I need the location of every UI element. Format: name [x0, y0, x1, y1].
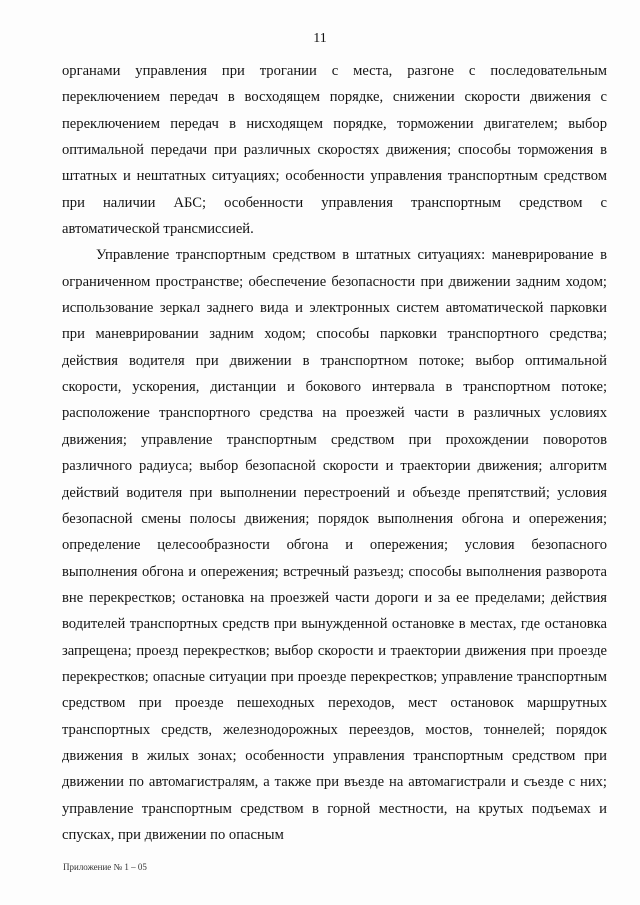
paragraph-driving-situations: Управление транспортным средством в штатных ситуациях: маневрирование в ограниченном пространстве; обеспечение безопасности при движении задним ходом; использование зеркал заднего вида и электронных систем автоматической парковки при маневрировании задним ходом; способы парковки транспортного средства; действия водителя при движении в транспортном потоке; выбор оптимальной скорости, ускорения, дистанции и бокового интервала в транспортном потоке; расположение транспортного средства на проезжей части в различных условиях движения; управление транспортным средством при прохождении поворотов различного радиуса; выбор безопасной скорости и траектории движения; алгоритм действий водителя при выполнении перестроений и объезде препятствий; условия безопасной смены полосы движения; порядок выполнения обгона и опережения; определение целесообразности обгона и опережения; условия безопасного выполнения обгона и опережения; встречный разъезд; способы выполнения разворота вне перекрестков; остановка на проезжей части дороги и за ее пределами; действия водителей транспортных средств при вынужденной остановке в местах, где остановка запрещена; проезд перекрестков; выбор скорости и траектории движения при проезде перекрестков; опасные ситуации при проезде перекрестков; управление транспортным средством при проезде пешеходных переходов, мест остановок маршрутных транспортных средств, железнодорожных переездов, мостов, тоннелей; порядок движения в жилых зонах; особенности управления транспортным средством при движении по автомагистралям, а также при въезде на автомагистрали и съезде с них; управление транспортным средством в горной местности, на крутых подъемах и спусках, при движении по опасным	[62, 247, 607, 843]
paragraph-continuation: органами управления при трогании с места, разгоне с последовательным переключением передач в восходящем порядке, снижении скорости движения с переключением передач в нисходящем порядке, торможении двигателем; выбор оптимальной передачи при различных скоростях движения; способы торможения в штатных и нештатных ситуациях; особенности управления транспортным средством при наличии АБС; особенности управления транспортным средством с автоматической трансмиссией.	[62, 63, 607, 238]
footer-appendix-label: Приложение № 1 – 05	[63, 862, 147, 872]
body-text	[62, 58, 607, 848]
page-number: 11	[313, 31, 327, 46]
